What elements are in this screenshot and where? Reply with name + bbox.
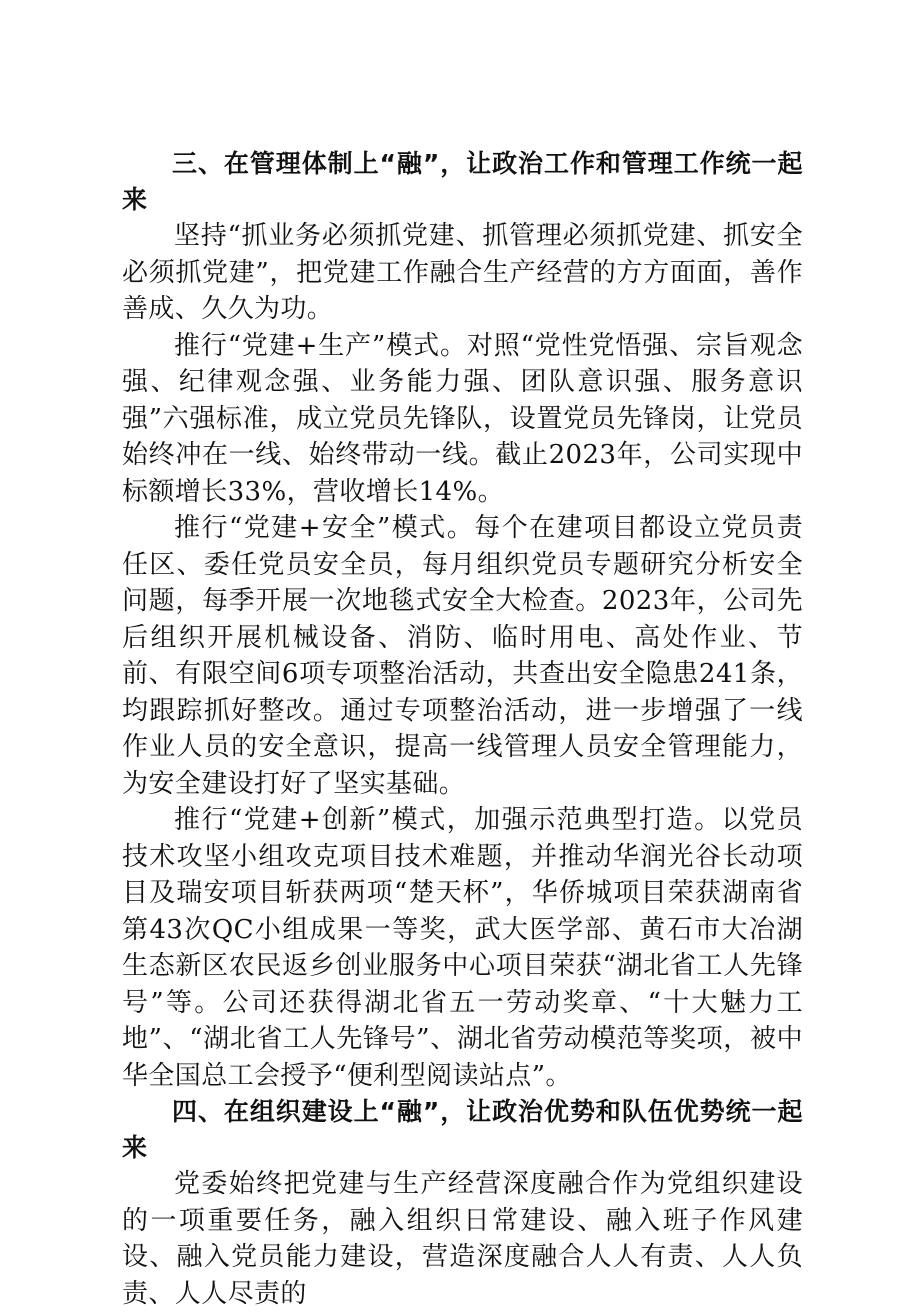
section-3-heading: 三、在管理体制上“融”，让政治工作和管理工作统一起来	[122, 149, 803, 214]
document-body	[122, 146, 803, 1312]
section-3-paragraph-4: 推行“党建+创新”模式，加强示范典型打造。以党员技术攻坚小组攻克项目技术难题，并推动华润光谷长动项目及瑞安项目斩获两项“楚天杯”，华侨城项目荣获湖南省第43次QC小组成果一等奖，武大医学部、黄石市大冶湖生态新区农民返乡创业服务中心项目荣获“湖北省工人先锋号”等。公司还获得湖北省五一劳动奖章、“十大魅力工地”、“湖北省工人先锋号”、湖北省劳动模范等奖项，被中华全国总工会授予“便利型阅读站点”。	[122, 805, 803, 1091]
section-3-paragraph-3: 推行“党建+安全”模式。每个在建项目都设立党员责任区、委任党员安全员，每月组织党员专题研究分析安全问题，每季开展一次地毯式安全大检查。2023年，公司先后组织开展机械设备、消防、临时用电、高处作业、节前、有限空间6项专项整治活动，共查出安全隐患241条，均跟踪抓好整改。通过专项整治活动，进一步增强了一线作业人员的安全意识，提高一线管理人员安全管理能力，为安全建设打好了坚实基础。	[122, 513, 803, 799]
section-4-heading: 四、在组织建设上“融”，让政治优势和队伍优势统一起来	[122, 1097, 803, 1162]
section-4-paragraph-1: 党委始终把党建与生产经营深度融合作为党组织建设的一项重要任务，融入组织日常建设、融入班子作风建设、融入党员能力建设，营造深度融合人人有责、人人负责、人人尽责的	[122, 1169, 803, 1309]
section-3-paragraph-1: 坚持“抓业务必须抓党建、抓管理必须抓党建、抓安全必须抓党建”，把党建工作融合生产经营的方方面面，善作善成、久久为功。	[122, 221, 803, 324]
section-3-paragraph-2: 推行“党建+生产”模式。对照“党性党悟强、宗旨观念强、纪律观念强、业务能力强、团队意识强、服务意识强”六强标准，成立党员先锋队，设置党员先锋岗，让党员始终冲在一线、始终带动一线。截止2023年，公司实现中标额增长33%，营收增长14%。	[122, 330, 803, 507]
